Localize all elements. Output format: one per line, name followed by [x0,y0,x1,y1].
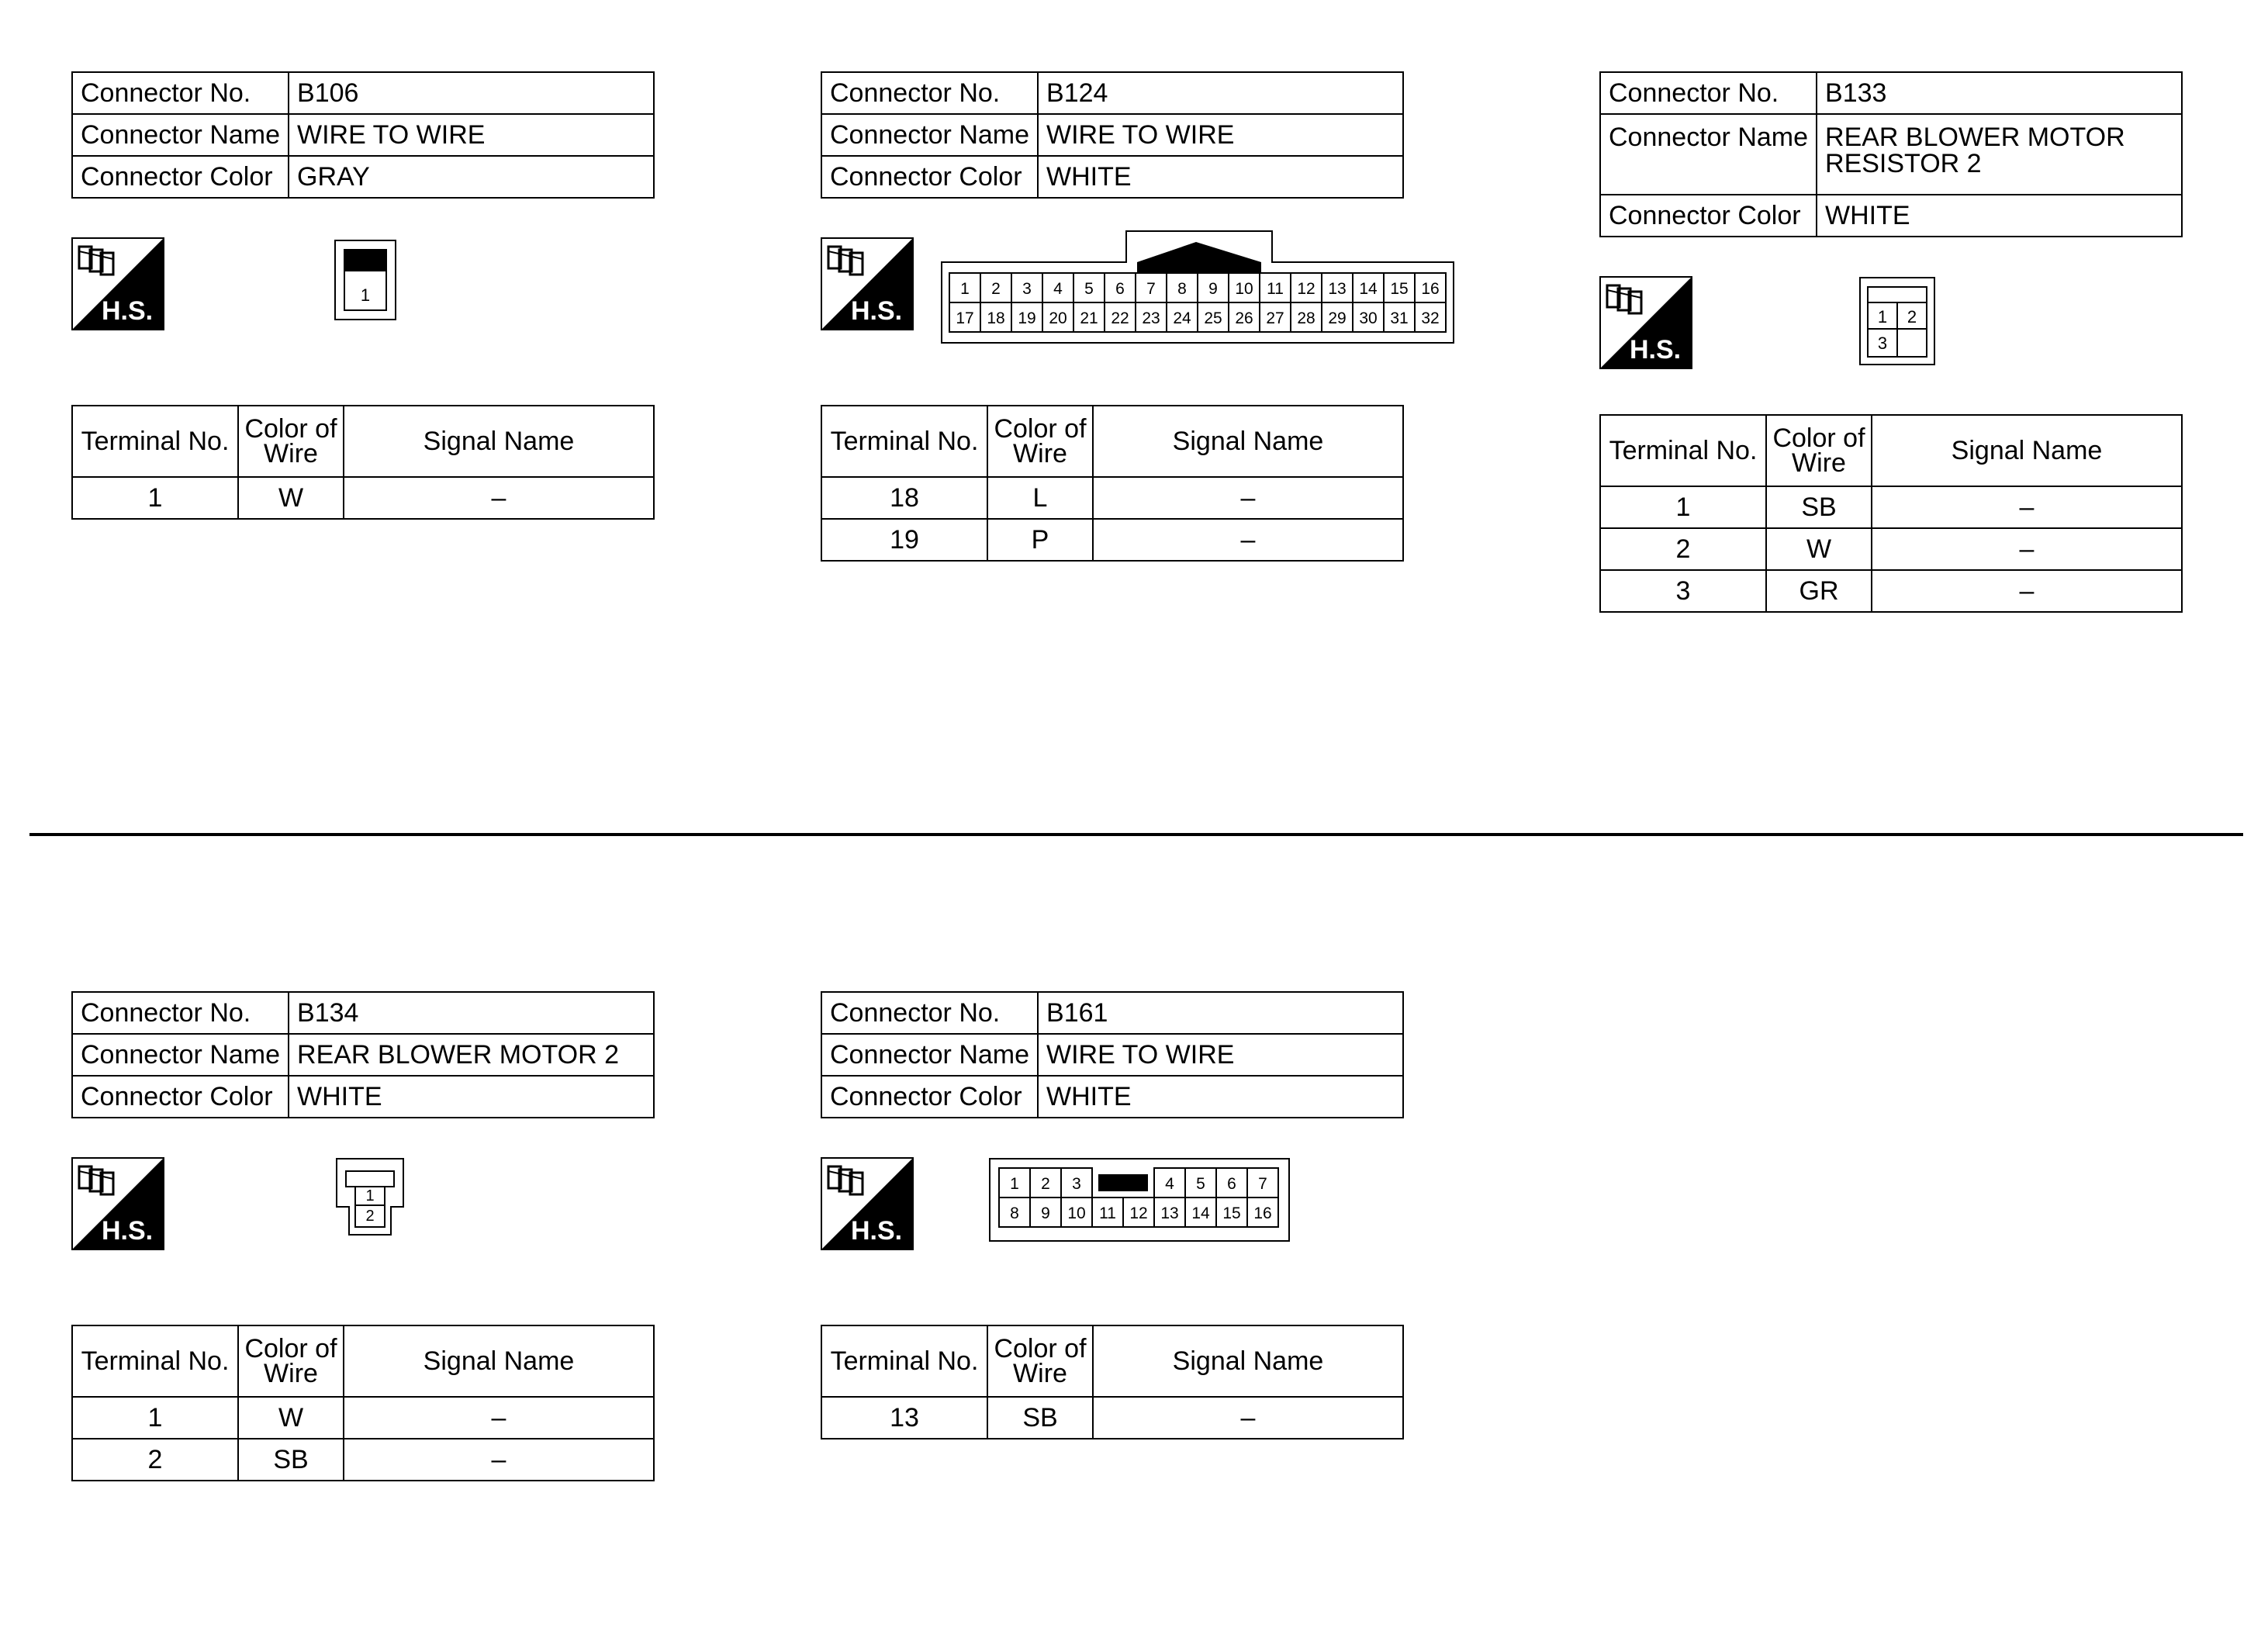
pin-label: 5 [1084,280,1094,298]
terminal-no-cell: 18 [821,477,987,519]
pin-label: 14 [1359,280,1378,298]
connector-color-label: Connector Color [1600,195,1817,237]
terminal-no-cell: 19 [821,519,987,561]
terminal-no-cell: 2 [72,1439,238,1481]
pin-label: 7 [1146,280,1156,298]
table-row [1600,486,2182,528]
signal-name-header: Signal Name [344,406,654,477]
pin-label: 6 [1227,1175,1236,1193]
pin-label: 24 [1173,309,1191,327]
pin-label: 26 [1235,309,1253,327]
signal-name-cell: – [344,1439,654,1481]
connector-name-value: WIRE TO WIRE [1038,114,1403,156]
connector-name-value: REAR BLOWER MOTOR RESISTOR 2 [1817,114,2182,195]
pin-label: 10 [1235,280,1253,298]
pin-label: 14 [1191,1204,1210,1222]
connector-color-label: Connector Color [72,1076,289,1118]
connector-no-value: B124 [1038,72,1403,114]
connector-no-value: B133 [1817,72,2182,114]
signal-name-cell: – [1093,1397,1403,1439]
signal-name-header: Signal Name [1093,406,1403,477]
pin-label: 11 [1099,1204,1116,1222]
pin-label: 18 [987,309,1005,327]
table-row [72,1397,654,1439]
pin-label: 28 [1297,309,1315,327]
pin-label: 31 [1390,309,1409,327]
terminal-table [1599,414,2183,613]
signal-name-cell: – [1872,528,2182,570]
connector-info-table [821,991,1404,1118]
connector-name-label: Connector Name [72,1034,289,1076]
table-row [72,1439,654,1481]
wire-color-cell: W [238,477,344,519]
pin-label: 17 [956,309,974,327]
connector-face-diagram [988,1157,1291,1242]
pin-label: 12 [1297,280,1315,298]
pin-label: 25 [1204,309,1222,327]
pin-label: 2 [991,280,1001,298]
pin-label: 29 [1328,309,1347,327]
pin-label: 6 [1115,280,1125,298]
connector-no-label: Connector No. [1600,72,1817,114]
table-row [821,477,1403,519]
pin-label: 8 [1177,280,1187,298]
connector-info-table [71,991,655,1118]
pin-label: 9 [1208,280,1218,298]
connector-block-b161 [821,991,1410,1439]
connector-name-label: Connector Name [821,114,1038,156]
pin-label: 9 [1041,1204,1050,1222]
wire-color-header: Color of Wire [987,406,1093,477]
signal-name-cell: – [344,1397,654,1439]
table-row [72,477,654,519]
connector-color-label: Connector Color [821,1076,1038,1118]
pin-label: 19 [1018,309,1036,327]
connector-block-b124 [821,71,1472,562]
pin-label: 4 [1165,1175,1174,1193]
connector-face-diagram [335,1157,405,1238]
terminal-no-cell: 3 [1600,570,1766,612]
table-row [1600,528,2182,570]
connector-name-value: WIRE TO WIRE [289,114,654,156]
harness-side-icon [821,1157,914,1250]
connector-face-diagram [940,230,1455,344]
terminal-no-header: Terminal No. [1600,415,1766,486]
connector-info-table [1599,71,2183,237]
signal-name-cell: – [1093,477,1403,519]
connector-color-value: WHITE [1038,156,1403,198]
connector-no-value: B134 [289,992,654,1034]
hs-badge-label: H.S. [850,1216,903,1246]
terminal-table [71,405,655,520]
section-divider [29,833,2243,836]
harness-side-icon [71,237,164,330]
pin-label: 12 [1129,1204,1148,1222]
pin-1-label: 1 [365,1187,375,1204]
pin-label: 11 [1267,280,1284,298]
signal-name-cell: – [344,477,654,519]
pin-label: 15 [1222,1204,1241,1222]
signal-name-header: Signal Name [1872,415,2182,486]
connector-no-label: Connector No. [72,72,289,114]
pin-1-label: 1 [360,285,371,305]
terminal-table [821,405,1404,562]
hs-badge-label: H.S. [101,296,154,326]
connector-name-label: Connector Name [1600,114,1817,195]
connector-face-diagram [334,239,397,321]
terminal-no-cell: 13 [821,1397,987,1439]
connector-color-label: Connector Color [821,156,1038,198]
terminal-no-cell: 1 [1600,486,1766,528]
connector-color-value: WHITE [1038,1076,1403,1118]
pin-label: 27 [1266,309,1284,327]
pin-3-label: 3 [1877,334,1888,353]
wire-color-cell: GR [1766,570,1872,612]
connector-no-value: B106 [289,72,654,114]
signal-name-cell: – [1872,570,2182,612]
wire-color-header: Color of Wire [238,1325,344,1397]
connector-key [1098,1174,1148,1191]
wire-color-cell: SB [1766,486,1872,528]
connector-info-table [71,71,655,199]
pin-label: 2 [1041,1175,1050,1193]
pin-label: 1 [1010,1175,1019,1193]
pin-label: 21 [1080,309,1098,327]
hs-badge-label: H.S. [1629,335,1682,365]
connector-name-label: Connector Name [821,1034,1038,1076]
connector-color-value: GRAY [289,156,654,198]
pin-1-label: 1 [1877,307,1888,327]
pin-label: 1 [960,280,970,298]
signal-name-header: Signal Name [344,1325,654,1397]
connector-block-b133 [1599,71,2189,613]
terminal-no-header: Terminal No. [821,406,987,477]
connector-name-label: Connector Name [72,114,289,156]
pin-label: 20 [1049,309,1067,327]
pin-label: 10 [1067,1204,1086,1222]
connector-block-b134 [71,991,661,1481]
pin-2-label: 2 [365,1208,375,1225]
pin-label: 8 [1010,1204,1019,1222]
connector-no-value: B161 [1038,992,1403,1034]
pin-label: 32 [1421,309,1440,327]
signal-name-header: Signal Name [1093,1325,1403,1397]
hs-badge-label: H.S. [101,1216,154,1246]
pin-label: 13 [1160,1204,1179,1222]
wire-color-cell: W [238,1397,344,1439]
pin-label: 22 [1111,309,1129,327]
wire-color-cell: SB [238,1439,344,1481]
terminal-no-cell: 2 [1600,528,1766,570]
hs-badge-label: H.S. [850,296,903,326]
connector-block-b106 [71,71,661,520]
wire-color-cell: W [1766,528,1872,570]
pin-label: 3 [1022,280,1032,298]
wire-color-header: Color of Wire [238,406,344,477]
terminal-no-header: Terminal No. [821,1325,987,1397]
harness-side-icon [1599,276,1692,369]
terminal-no-header: Terminal No. [72,406,238,477]
table-row [821,519,1403,561]
pin-label: 5 [1196,1175,1205,1193]
wire-color-header: Color of Wire [1766,415,1872,486]
terminal-table [71,1325,655,1481]
connector-no-label: Connector No. [821,992,1038,1034]
table-row [821,1397,1403,1439]
terminal-table [821,1325,1404,1439]
pin-label: 16 [1253,1204,1272,1222]
harness-side-icon [71,1157,164,1250]
connector-color-value: WHITE [1817,195,2182,237]
terminal-no-cell: 1 [72,1397,238,1439]
pin-label: 16 [1421,280,1440,298]
wire-color-cell: L [987,477,1093,519]
connector-name-value: WIRE TO WIRE [1038,1034,1403,1076]
pin-label: 30 [1359,309,1378,327]
pin-label: 15 [1390,280,1409,298]
terminal-no-cell: 1 [72,477,238,519]
connector-info-table [821,71,1404,199]
pin-label: 7 [1258,1175,1267,1193]
connector-color-value: WHITE [289,1076,654,1118]
pin-label: 3 [1072,1175,1081,1193]
wire-color-header: Color of Wire [987,1325,1093,1397]
connector-face-diagram [1858,276,1936,366]
connector-no-label: Connector No. [72,992,289,1034]
signal-name-cell: – [1093,519,1403,561]
pin-label: 23 [1142,309,1160,327]
pin-2-label: 2 [1907,307,1917,327]
connector-name-value: REAR BLOWER MOTOR 2 [289,1034,654,1076]
connector-color-label: Connector Color [72,156,289,198]
signal-name-cell: – [1872,486,2182,528]
wire-color-cell: P [987,519,1093,561]
harness-side-icon [821,237,914,330]
wire-color-cell: SB [987,1397,1093,1439]
connector-no-label: Connector No. [821,72,1038,114]
terminal-no-header: Terminal No. [72,1325,238,1397]
table-row [1600,570,2182,612]
pin-label: 4 [1053,280,1063,298]
pin-label: 13 [1328,280,1347,298]
